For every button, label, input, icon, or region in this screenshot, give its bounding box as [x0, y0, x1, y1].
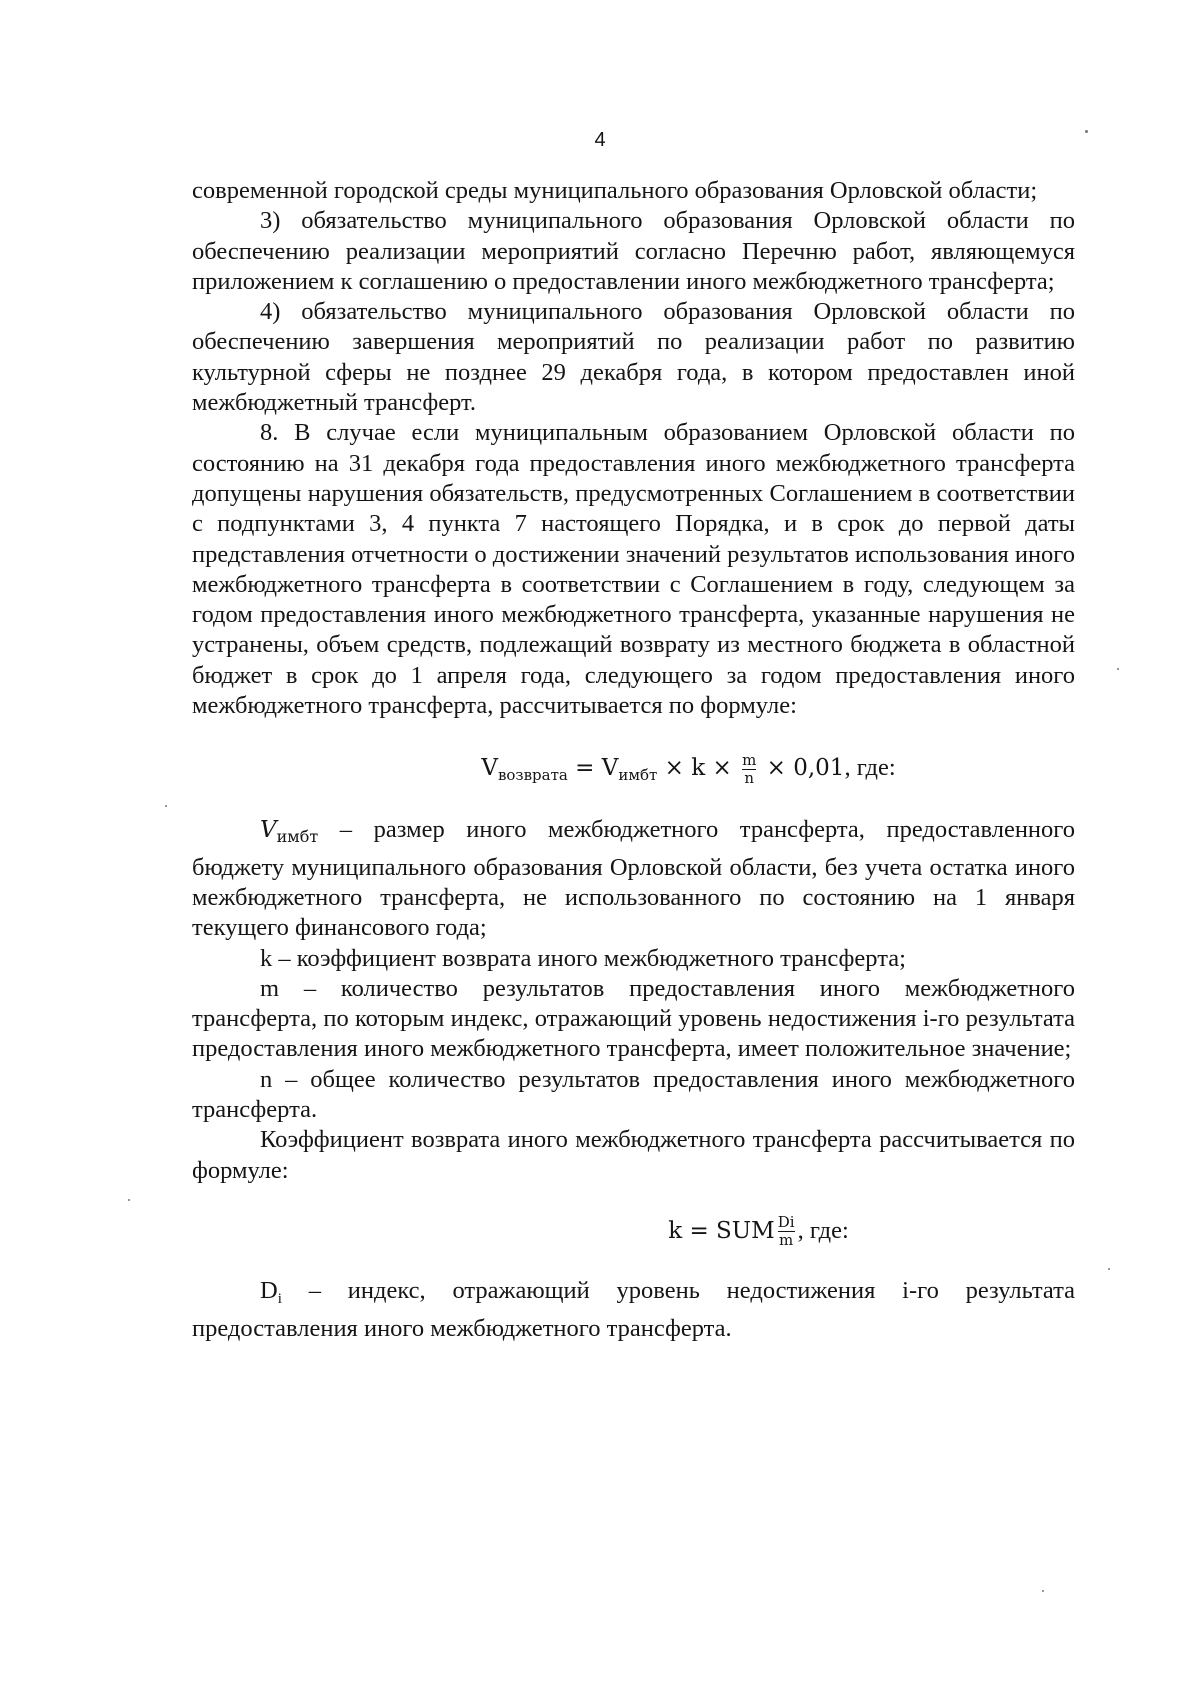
var-d-subscript: i	[277, 1290, 282, 1307]
formula2-lhs: k = SUM	[668, 1217, 775, 1244]
scan-speck	[1117, 668, 1119, 670]
formula-lhs-subscript: возврата	[497, 766, 568, 785]
formula-return-volume	[192, 721, 1075, 815]
page-number: 4	[594, 129, 606, 151]
formula2-suffix: , где:	[797, 1216, 849, 1244]
paragraph-var-di	[192, 1276, 1075, 1345]
paragraph-item-4: 4) обязательство муниципального образования Орловской области по обеспечению завершения мероприятий по реализации работ по развитию культурной сферы не позднее 29 декабря года, в котором предоставлен иной межбюджетный трансферт.	[192, 298, 1075, 417]
paragraph-continuation: современной городской среды муниципального образования Орловской области;	[192, 177, 1038, 204]
scan-speck	[165, 805, 167, 807]
var-v-definition: – размер иного межбюджетного трансферта, предоставленного бюджету муниципального образования Орловской области, без учета остатка иного межбюджетного трансферта, не использованного по состоянию на 1 января текущего финансового года;	[192, 816, 1075, 942]
paragraph-clause-8: 8. В случае если муниципальным образованием Орловской области по состоянию на 31 декабря года предоставления иного межбюджетного трансферта допущены нарушения обязательств, предусмотренных Соглашением в соответствии с подпунктами 3, 4 пункта 7 настоящего Порядка, и в срок до первой даты представления отчетности о достижении значений результатов использования иного межбюджетного трансферта в соответствии с Соглашением в году, следующем за годом предоставления иного межбюджетного трансферта, указанные нарушения не устранены, объем средств, подлежащий возврату из местного бюджета в областной бюджет в срок до 1 апреля года, следующего за годом предоставления иного межбюджетного трансферта, рассчитывается по формуле:	[192, 419, 1075, 720]
paragraph-var-m: m – количество результатов предоставления иного межбюджетного трансферта, по которым индекс, отражающий уровень недостижения i-го результата предоставления иного межбюджетного трансферта, имеет положительное значение;	[192, 974, 1075, 1063]
scan-speck	[1108, 1268, 1110, 1270]
formula-suffix: , где:	[844, 754, 896, 782]
paragraph-item-3: 3) обязательство муниципального образования Орловской области по обеспечению реализации мероприятий согласно Перечню работ, являющемуся приложением к соглашению о предоставлении иного межбюджетного трансферта;	[192, 207, 1075, 295]
fraction-numerator: m	[742, 750, 757, 769]
formula-fraction-m-n	[742, 750, 757, 787]
formula-lhs-symbol: V	[481, 755, 498, 782]
var-v-symbol: V	[260, 817, 277, 844]
document-body	[192, 176, 1075, 1345]
formula-equals: =	[567, 755, 602, 782]
formula-v-symbol: V	[601, 755, 619, 782]
scan-speck	[128, 1199, 130, 1201]
var-d-definition: – индекс, отражающий уровень недостижения i-го результата предоставления иного межбюджетного трансферта.	[192, 1276, 1075, 1343]
paragraph-var-k: k – коэффициент возврата иного межбюджетного трансферта;	[260, 944, 906, 972]
fraction-numerator: Di	[777, 1213, 795, 1232]
formula-tail: × 0,01	[759, 755, 845, 782]
paragraph-coefficient-intro: Коэффициент возврата иного межбюджетного трансферта рассчитывается по формуле:	[192, 1126, 1075, 1184]
scan-speck	[1042, 1590, 1044, 1592]
paragraph-var-v-imbt	[192, 815, 1075, 943]
scan-speck	[1085, 130, 1088, 133]
fraction-denominator: m	[779, 1231, 794, 1250]
var-d-symbol: D	[260, 1276, 278, 1304]
paragraph-var-n: n – общее количество результатов предоставления иного межбюджетного трансферта.	[192, 1065, 1075, 1124]
formula-times-k: × k ×	[657, 755, 740, 782]
formula2-fraction-di-m	[778, 1215, 795, 1248]
formula-coefficient-k	[192, 1186, 1075, 1276]
var-v-subscript: имбт	[276, 827, 319, 847]
formula-v-subscript: имбт	[618, 766, 658, 785]
fraction-denominator: n	[744, 768, 755, 787]
